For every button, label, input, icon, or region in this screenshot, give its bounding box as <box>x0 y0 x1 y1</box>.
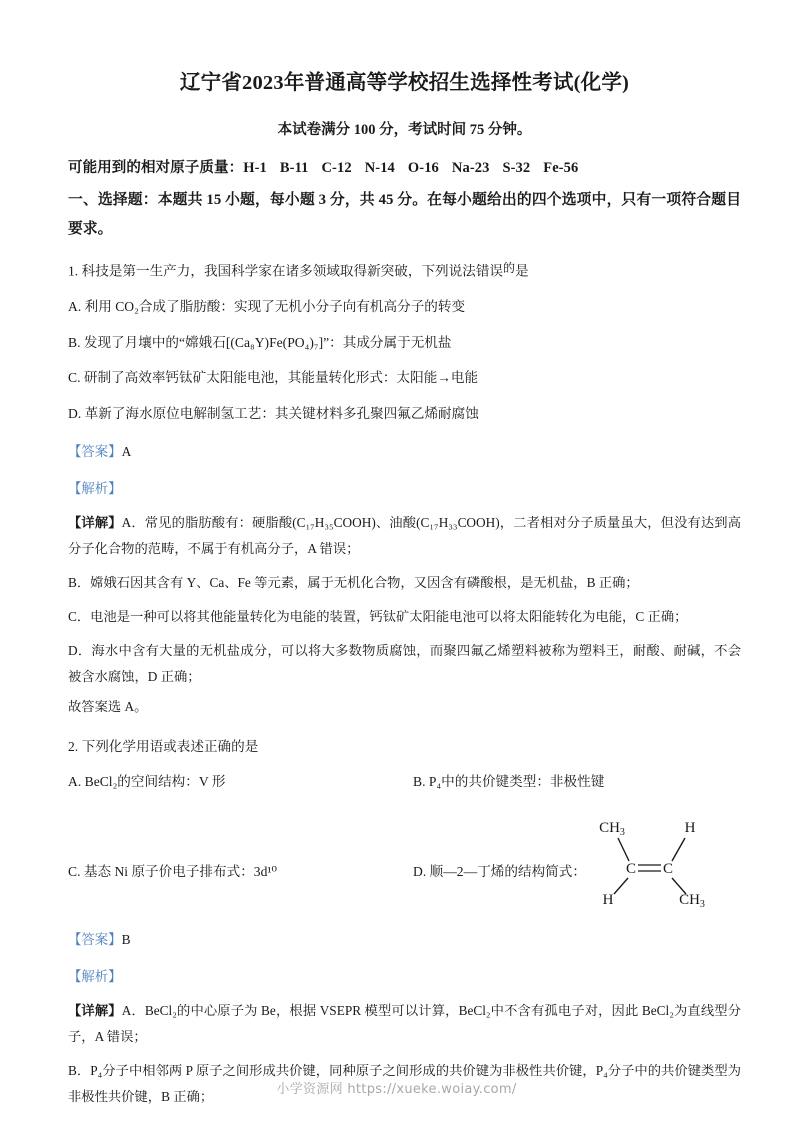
bond-bottom-left <box>614 878 628 894</box>
atomic-mass-b: B-11 <box>279 159 309 176</box>
detail-tag: 【详解】 <box>68 515 122 531</box>
structure-label-bottom-right: $CH_3$ <box>679 892 705 909</box>
question-1-detail-a <box>68 510 741 562</box>
exam-subtitle: 本试卷满分 100 分，考试时间 75 分钟。 <box>277 121 532 138</box>
question-1-detail-d: D．海水中含有大量的无机盐成分，可以将大多数物质腐蚀，而聚四氟乙烯塑料被称为塑料王，耐酸、耐碱，不会被含水腐蚀，D 正确； <box>68 642 741 684</box>
question-2-options-row-2 <box>68 816 741 912</box>
page-title: 辽宁省2023年普通高等学校招生选择性考试(化学) <box>179 72 630 94</box>
detail-tag: 【详解】 <box>68 1003 122 1019</box>
answer-label: 【答案】 <box>68 932 122 948</box>
question-2-option-c[interactable] <box>68 816 413 880</box>
option-label: A. <box>68 299 82 315</box>
atomic-mass-h: H-1 <box>243 159 267 176</box>
question-1-stem-raised: 的 <box>503 261 515 276</box>
option-text: 利用 CO₂合成了脂肪酸：实现了无机小分子向有机高分子的转变 <box>84 299 466 315</box>
question-2-stem-text: 下列化学用语或表述正确的是 <box>81 738 259 754</box>
structure-label-top-right: H <box>684 820 696 837</box>
question-1-option-b[interactable] <box>68 333 741 353</box>
option-text: 研制了高效率钙钛矿太阳能电池，其能量转化形式：太阳能→电能 <box>83 370 479 386</box>
section-heading: 一、选择题：本题共 15 小题，每小题 3 分，共 45 分。在每小题给出的四个选项中，只有一项符合题目要求。 <box>68 191 741 237</box>
option-text: 革新了海水原位电解制氢工艺：其关键材料多孔聚四氟乙烯耐腐蚀 <box>84 405 479 421</box>
option-label: C. <box>68 864 81 880</box>
option-label: B. <box>68 334 81 350</box>
option-text: BeCl₂的空间结构：V 形 <box>84 773 226 789</box>
question-2-number: 2. <box>68 738 79 754</box>
answer-label: 【答案】 <box>68 443 122 459</box>
bond-top-right <box>672 838 685 861</box>
question-1-detail-b: B．嫦娥石因其含有 Y、Ca、Fe 等元素，属于无机化合物，又因含有磷酸根，是无机盐，B 正确； <box>68 574 639 590</box>
option-label: D. <box>413 864 427 880</box>
atomic-mass-s: S-32 <box>502 159 531 176</box>
option-text: 顺—2—丁烯的结构简式： <box>429 864 586 880</box>
question-2-options-row-1 <box>68 772 741 792</box>
question-1-option-a[interactable] <box>68 297 741 317</box>
structure-atom-right-c: C <box>662 861 673 878</box>
question-2-answer <box>68 930 741 950</box>
question-2-stem <box>68 737 741 757</box>
question-2-detail-a <box>68 998 741 1050</box>
bond-top-left <box>618 838 629 861</box>
option-label: A. <box>68 773 82 789</box>
option-label: D. <box>68 405 82 421</box>
atomic-mass-fe: Fe-56 <box>543 159 579 176</box>
question-2-analysis-label: 【解析】 <box>68 969 122 985</box>
option-text: 基态 Ni 原子价电子排布式：3d¹⁰ <box>83 864 277 880</box>
question-1-detail-c: C．电池是一种可以将其他能量转化为电能的装置，钙钛矿太阳能电池可以将太阳能转化为电能，C 正确； <box>68 608 688 624</box>
atomic-mass-label: 可能用到的相对原子质量： <box>68 159 244 176</box>
question-1-option-c[interactable] <box>68 368 741 388</box>
atomic-mass-n: N-14 <box>364 159 395 176</box>
watermark: 小学资源网 https://xueke.woiay.com/ <box>276 1082 517 1097</box>
structure-atom-left-c: C <box>625 861 636 878</box>
option-label: C. <box>68 370 81 386</box>
atomic-mass-o: O-16 <box>407 159 439 176</box>
question-1-conclusion: 故答案选 A。 <box>68 698 148 714</box>
question-1-stem <box>68 260 741 282</box>
option-text: 发现了月壤中的“嫦娥石[(Ca₈Y)Fe(PO₄)₇]”：其成分属于无机盐 <box>83 334 452 350</box>
option-text: P₄中的共价键类型：非极性键 <box>428 773 605 789</box>
option-label: B. <box>413 773 426 789</box>
question-1-number: 1. <box>68 264 79 280</box>
atomic-mass-na: Na-23 <box>451 159 490 176</box>
atomic-mass-c: C-12 <box>321 159 352 176</box>
detail-text: A．常见的脂肪酸有：硬脂酸(C₁₇H₃₅COOH)、油酸(C₁₇H₃₃COOH)，二者相对分子质量虽大，但没有达到高分子化合物的范畴，不属于有机高分子，A 错误； <box>68 515 742 556</box>
cis-2-butene-structure <box>590 816 718 912</box>
question-2-option-d[interactable] <box>413 816 741 912</box>
question-2-option-b[interactable] <box>413 772 741 792</box>
question-1-stem-text: 科技是第一生产力，我国科学家在诸多领域取得新突破，下列说法错误 <box>81 264 504 280</box>
structure-label-top-left: $CH_3$ <box>599 820 625 839</box>
question-1-stem-tail: 是 <box>514 264 529 280</box>
question-1-answer <box>68 442 741 462</box>
cis-2-butene-svg <box>590 816 718 908</box>
question-2-option-a[interactable] <box>68 772 413 792</box>
option-d-label-text <box>413 816 586 880</box>
question-1-option-d[interactable] <box>68 404 741 424</box>
question-1-analysis-label: 【解析】 <box>68 481 122 497</box>
atomic-mass-line <box>68 156 741 177</box>
detail-text: A．BeCl₂的中心原子为 Be，根据 VSEPR 模型可以计算，BeCl₂中不含有孤电子对，因此 BeCl₂为直线型分子，A 错误； <box>68 1003 742 1045</box>
structure-label-bottom-left: H <box>602 892 614 909</box>
question-2-detail-b: B．P₄分子中相邻两 P 原子之间形成共价键，同种原子之间形成的共价键为非极性共价键，P₄分子中的共价键类型为非极性共价键，B 正确； <box>68 1063 741 1105</box>
answer-value: A <box>121 443 132 459</box>
answer-value: B <box>121 932 131 948</box>
